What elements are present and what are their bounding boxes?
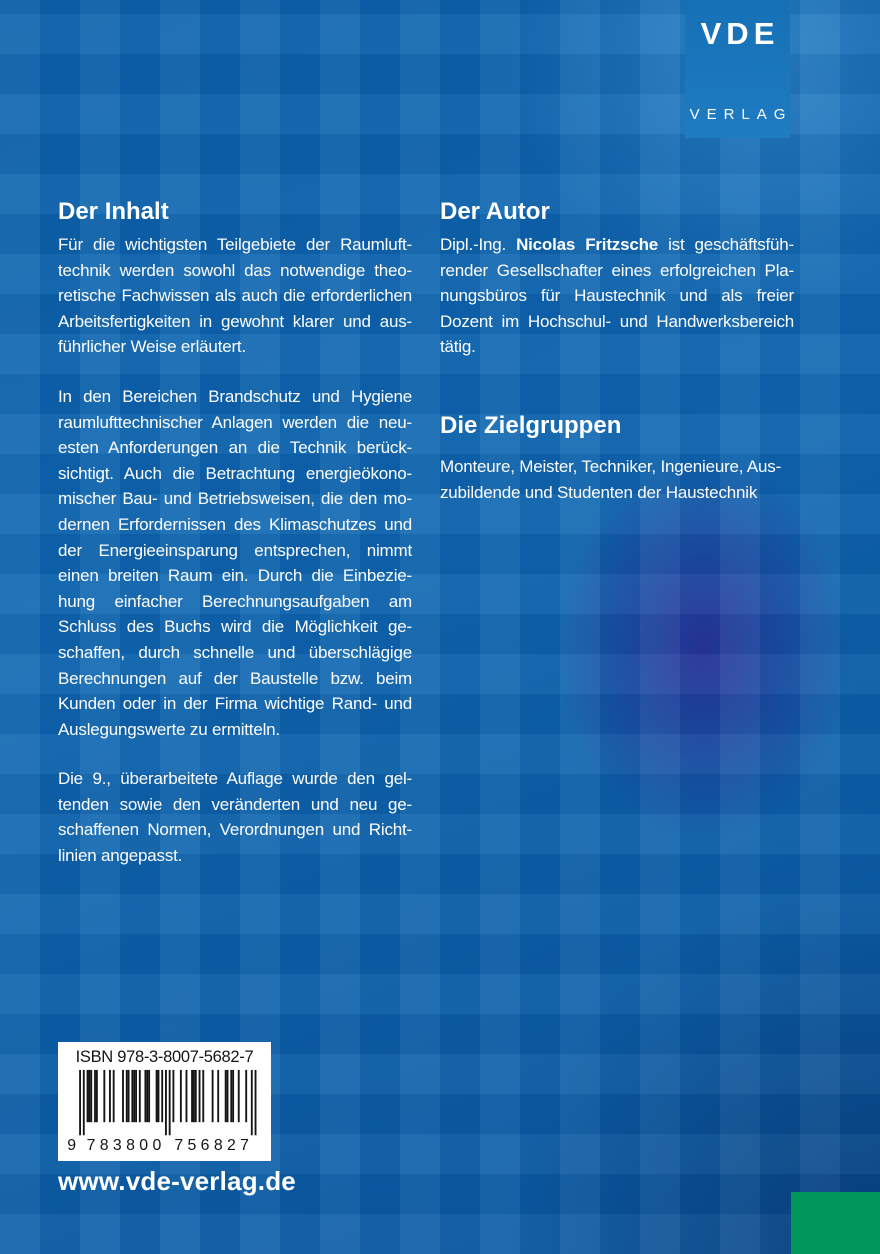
vde-logo-subtitle: VERLAG bbox=[689, 106, 793, 123]
text-line: retische Fachwissen als auch die erforderlichen bbox=[58, 286, 412, 306]
text-line: einen breiten Raum ein. Durch die Einbezie- bbox=[58, 566, 412, 586]
text-line: Dipl.-Ing. Nicolas Fritzsche ist geschäftsfüh- bbox=[440, 235, 794, 254]
target-groups-heading: Die Zielgruppen bbox=[440, 411, 622, 439]
text-line: Dozent im Hochschul- und Handwerksbereich bbox=[440, 311, 794, 331]
text-line: hung einfacher Berechnungsaufgaben am bbox=[58, 591, 412, 611]
vde-logo bbox=[685, 0, 793, 138]
svg-text:783800: 783800 bbox=[86, 1137, 161, 1153]
vde-logo-wordmark: VDE bbox=[700, 16, 780, 51]
svg-text:756827: 756827 bbox=[173, 1137, 249, 1153]
text-line: esten Anforderungen an die Technik berück- bbox=[58, 438, 412, 458]
green-corner-mark bbox=[791, 1192, 880, 1254]
text-line: schaffen, durch schnelle und überschlägige bbox=[58, 642, 412, 662]
text-line: schaffenen Normen, Verordnungen und Richt- bbox=[58, 820, 412, 840]
publisher-website: www.vde-verlag.de bbox=[58, 1166, 296, 1196]
svg-text:9: 9 bbox=[66, 1137, 76, 1153]
text-line: Die 9., überarbeitete Auflage wurde den gel- bbox=[58, 769, 412, 789]
text-line: tätig. bbox=[440, 337, 476, 357]
content-column bbox=[58, 198, 412, 869]
text-line: In den Bereichen Brandschutz und Hygiene bbox=[58, 386, 412, 406]
author-column bbox=[440, 198, 794, 505]
target-groups-paragraph bbox=[440, 454, 794, 505]
text-line: tenden sowie den veränderten und neu ge- bbox=[58, 794, 412, 814]
text-line: raumlufttechnischer Anlagen werden die neu- bbox=[58, 412, 412, 432]
text-line: Arbeitsfertigkeiten in gewohnt klarer und aus- bbox=[58, 311, 412, 331]
text-line: nungsbüros für Haustechnik und als freier bbox=[440, 286, 794, 306]
ean13-barcode bbox=[67, 1069, 263, 1153]
content-paragraph-3 bbox=[58, 766, 412, 868]
text-line: Kunden oder in der Firma wichtige Rand- und bbox=[58, 694, 412, 714]
author-heading: Der Autor bbox=[440, 198, 550, 225]
text-line: der Energieeinsparung entsprechen, nimmt bbox=[58, 540, 412, 560]
text-line: linien angepasst. bbox=[58, 846, 183, 866]
text-line: sichtigt. Auch die Betrachtung energieökono- bbox=[58, 463, 412, 483]
content-heading: Der Inhalt bbox=[58, 198, 169, 225]
author-paragraph bbox=[440, 232, 794, 360]
text-line: render Gesellschafter eines erfolgreichen Pla- bbox=[440, 260, 794, 280]
content-paragraph-2 bbox=[58, 384, 412, 742]
text-line: mischer Bau- und Betriebsweisen, die den mo- bbox=[58, 489, 412, 509]
text-line: Monteure, Meister, Techniker, Ingenieure, Aus- bbox=[440, 456, 782, 476]
isbn-barcode-box bbox=[58, 1042, 271, 1161]
text-line: führlicher Weise erläutert. bbox=[58, 337, 246, 357]
text-line: Für die wichtigsten Teilgebiete der Raumluft- bbox=[58, 235, 412, 254]
text-line: Schluss des Buchs wird die Möglichkeit ge- bbox=[58, 617, 412, 637]
text-line: dernen Erfordernissen des Klimaschutzes und bbox=[58, 514, 412, 534]
text-line: Auslegungswerte zu ermitteln. bbox=[58, 719, 280, 739]
text-line: Berechnungen auf der Baustelle bzw. beim bbox=[58, 668, 412, 688]
text-line: zubildende und Studenten der Haustechnik bbox=[440, 482, 758, 502]
text-line: technik werden sowohl das notwendige theo- bbox=[58, 260, 412, 280]
content-paragraph-1 bbox=[58, 232, 412, 360]
isbn-label: ISBN 978-3-8007-5682-7 bbox=[75, 1048, 254, 1066]
